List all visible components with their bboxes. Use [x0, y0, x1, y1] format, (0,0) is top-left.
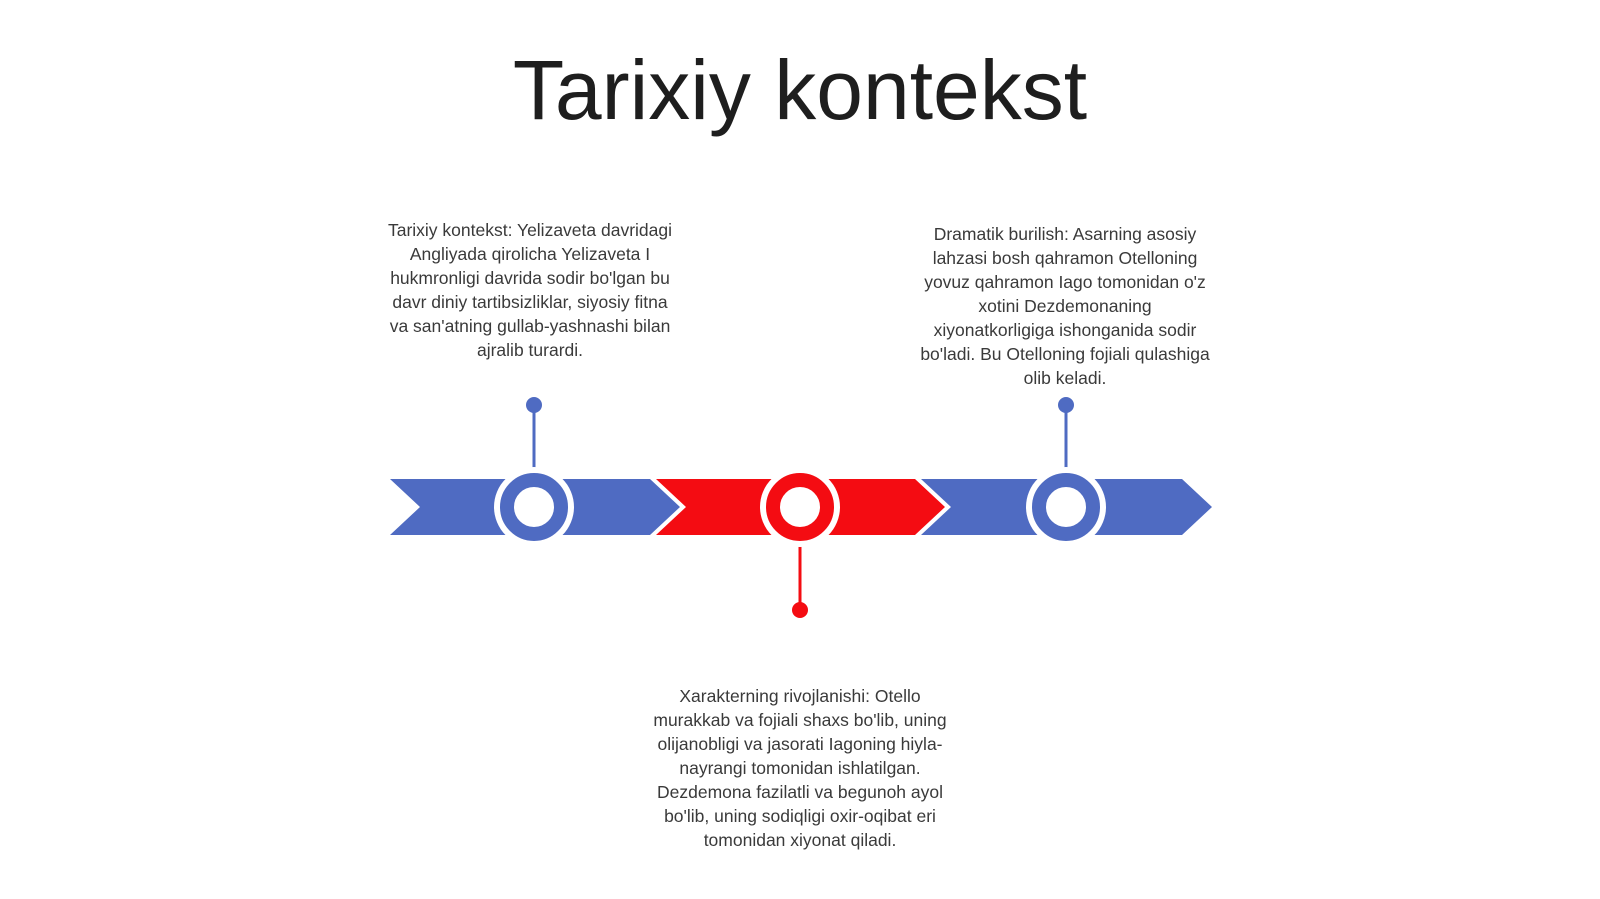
milestone-3-dot [1058, 397, 1074, 413]
milestone-3-ring [1039, 480, 1093, 534]
milestone-1-dot [526, 397, 542, 413]
slide-title: Tarixiy kontekst [512, 43, 1088, 137]
milestone-2-ring [773, 480, 827, 534]
milestone-2-text: Xarakterning rivojlanishi: Otello murakkab va fojiali shaxs bo'lib, uning olijanobligi va jasorati Iagoning hiyla-nayrangi tomonidan ishlatilgan. Dezdemona fazilatli va begunoh ayol bo'lib, uning sodiqligi oxir-oqibat eri tomonidan xiyonat qiladi. [653, 686, 947, 850]
milestone-2-dot [792, 602, 808, 618]
milestone-1-text: Tarixiy kontekst: Yelizaveta davridagi Angliyada qirolicha Yelizaveta I hukmronligi davrida sodir bo'lgan bu davr diniy tartibsizliklar, siyosiy fitna va san'atning gullab-yashnashi bilan ajralib turardi. [387, 220, 673, 360]
milestone-1-ring [507, 480, 561, 534]
milestone-3-text: Dramatik burilish: Asarning asosiy lahzasi bosh qahramon Otelloning yovuz qahramon Iago tomonidan o'z xotini Dezdemonaning xiyonatkorligiga ishonganida sodir bo'ladi. Bu Otelloning fojiali qulashiga olib keladi. [920, 224, 1210, 388]
